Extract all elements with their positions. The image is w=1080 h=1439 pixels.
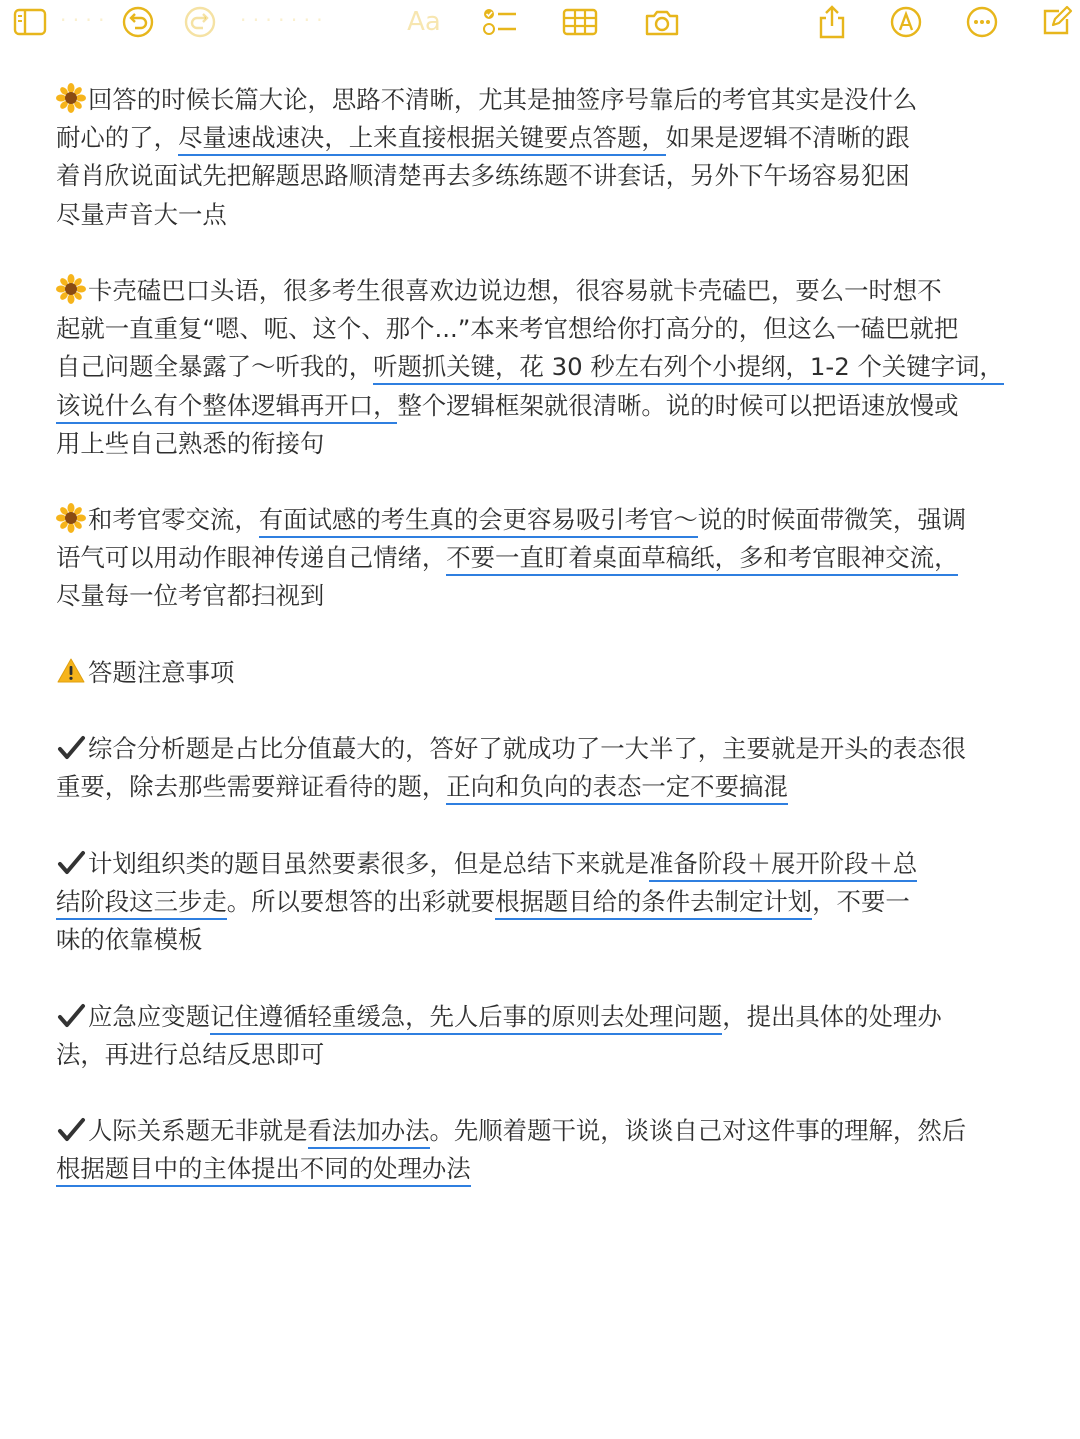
sidebar-icon[interactable] [12,4,48,40]
compose-icon[interactable] [1038,4,1074,40]
note-text: 如果是逻辑不清晰的跟 [665,123,910,153]
note-text: 。所以要想答的出彩就要 [226,886,496,916]
text-line [56,730,1031,768]
checkmark-icon [56,1115,86,1145]
faded-title-text-2: · · · · · · · [240,8,323,32]
note-text: ，提出具体的处理办 [722,1001,942,1031]
checklist-paragraph [56,730,1031,806]
note-text: 。先顺着题干说，谈谈自己对这件事的理解，然后 [429,1116,967,1146]
checkmark-icon [56,733,86,763]
underlined-text: 结阶段这三步走 [56,887,227,920]
note-text: 味的依靠模板 [56,925,203,955]
note-text: 耐心的了， [56,123,178,153]
redo-icon[interactable] [182,4,218,40]
share-icon[interactable] [814,4,850,40]
underlined-text: 记住遵循轻重缓急，先人后事的原则去处理问题 [210,1002,722,1035]
text-line [56,768,1031,806]
checklist-paragraph [56,998,1031,1074]
note-text: 语气可以用动作眼神传递自己情绪， [56,543,447,573]
note-text: 尽量每一位考官都扫视到 [56,581,325,611]
underlined-text: 看法加办法 [308,1116,430,1149]
note-text: 自己问题全暴露了～听我的， [56,352,374,382]
text-format-icon[interactable]: Aa [407,7,441,37]
note-paragraph [56,501,1031,616]
markup-pen-icon[interactable] [888,4,924,40]
note-text: 起就一直重复“嗯、呃、这个、那个...”本来考官想给你打高分的，但这么一磕巴就把 [56,314,959,344]
underlined-text: 不要一直盯着桌面草稿纸，多和考官眼神交流， [446,543,958,576]
note-text: 法，再进行总结反思即可 [56,1039,325,1069]
text-line [56,654,1031,692]
note-text: 尽量声音大一点 [56,199,227,229]
note-text: ，不要一 [812,886,910,916]
text-line [56,387,1031,425]
checklist-icon[interactable] [482,4,518,40]
text-line [56,310,1031,348]
note-paragraph [56,81,1031,234]
text-line [56,998,1031,1036]
sunflower-icon [56,274,86,304]
note-text: 和考官零交流， [88,505,259,535]
underlined-text: 根据题目给的条件去制定计划 [495,887,812,920]
faded-title-text: · · · · [60,8,105,32]
section-heading [56,654,1031,692]
text-line [56,501,1031,539]
text-line [56,1112,1031,1150]
underlined-text: 有面试感的考生真的会更容易吸引考官～ [259,505,698,538]
camera-icon[interactable] [644,4,680,40]
underlined-text: 正向和负向的表态一定不要搞混 [446,772,787,805]
undo-icon[interactable] [120,4,156,40]
note-body[interactable] [56,81,1031,1227]
text-line [56,539,1031,577]
note-text: 说的时候面带微笑，强调 [697,505,967,535]
underlined-text: 根据题目中的主体提出不同的处理办法 [56,1154,471,1187]
text-line [56,845,1031,883]
text-line [56,1150,1031,1188]
table-icon[interactable] [562,4,598,40]
underlined-text: 准备阶段＋展开阶段＋总 [649,849,917,882]
text-line [56,921,1031,959]
note-text: 综合分析题是占比分值蕞大的，答好了就成功了一大半了，主要就是开头的表态很 [88,734,967,764]
text-line [56,1036,1031,1074]
note-paragraph [56,272,1031,463]
text-line [56,157,1031,195]
text-line [56,81,1031,119]
note-text: 用上些自己熟悉的衔接句 [56,428,325,458]
underlined-text: 尽量速战速决，上来直接根据关键要点答题， [178,123,666,156]
note-text: 卡壳磕巴口头语，很多考生很喜欢边说边想，很容易就卡壳磕巴，要么一时想不 [88,275,942,305]
text-line [56,119,1031,157]
checklist-paragraph [56,1112,1031,1188]
note-text: 着肖欣说面试先把解题思路顺清楚再去多练练题不讲套话，另外下午场容易犯困 [56,161,910,191]
text-line [56,883,1031,921]
checkmark-icon [56,1001,86,1031]
note-text: 回答的时候长篇大论，思路不清晰，尤其是抽签序号靠后的考官其实是没什么 [88,85,918,114]
text-line [56,577,1031,615]
text-line [56,348,1031,386]
sunflower-icon [56,503,86,533]
underlined-text: 该说什么有个整体逻辑再开口， [56,391,397,424]
text-line [56,196,1031,234]
note-text: 人际关系题无非就是 [88,1116,308,1146]
warning-icon [56,656,86,686]
note-text: 应急应变题 [88,1001,210,1031]
text-line [56,425,1031,463]
text-line [56,272,1031,310]
note-text: 整个逻辑框架就很清晰。说的时候可以把语速放慢或 [397,390,959,420]
notes-toolbar [0,0,1080,48]
underlined-text: 听题抓关键，花 30 秒左右列个小提纲，1-2 个关键字词， [373,352,1004,385]
checkmark-icon [56,848,86,878]
sunflower-icon [56,83,86,113]
note-text: 重要，除去那些需要辩证看待的题， [56,772,447,802]
checklist-paragraph [56,845,1031,960]
note-text: 计划组织类的题目虽然要素很多，但是总结下来就是 [88,848,649,878]
more-icon[interactable] [964,4,1000,40]
heading-text: 答题注意事项 [88,657,235,687]
